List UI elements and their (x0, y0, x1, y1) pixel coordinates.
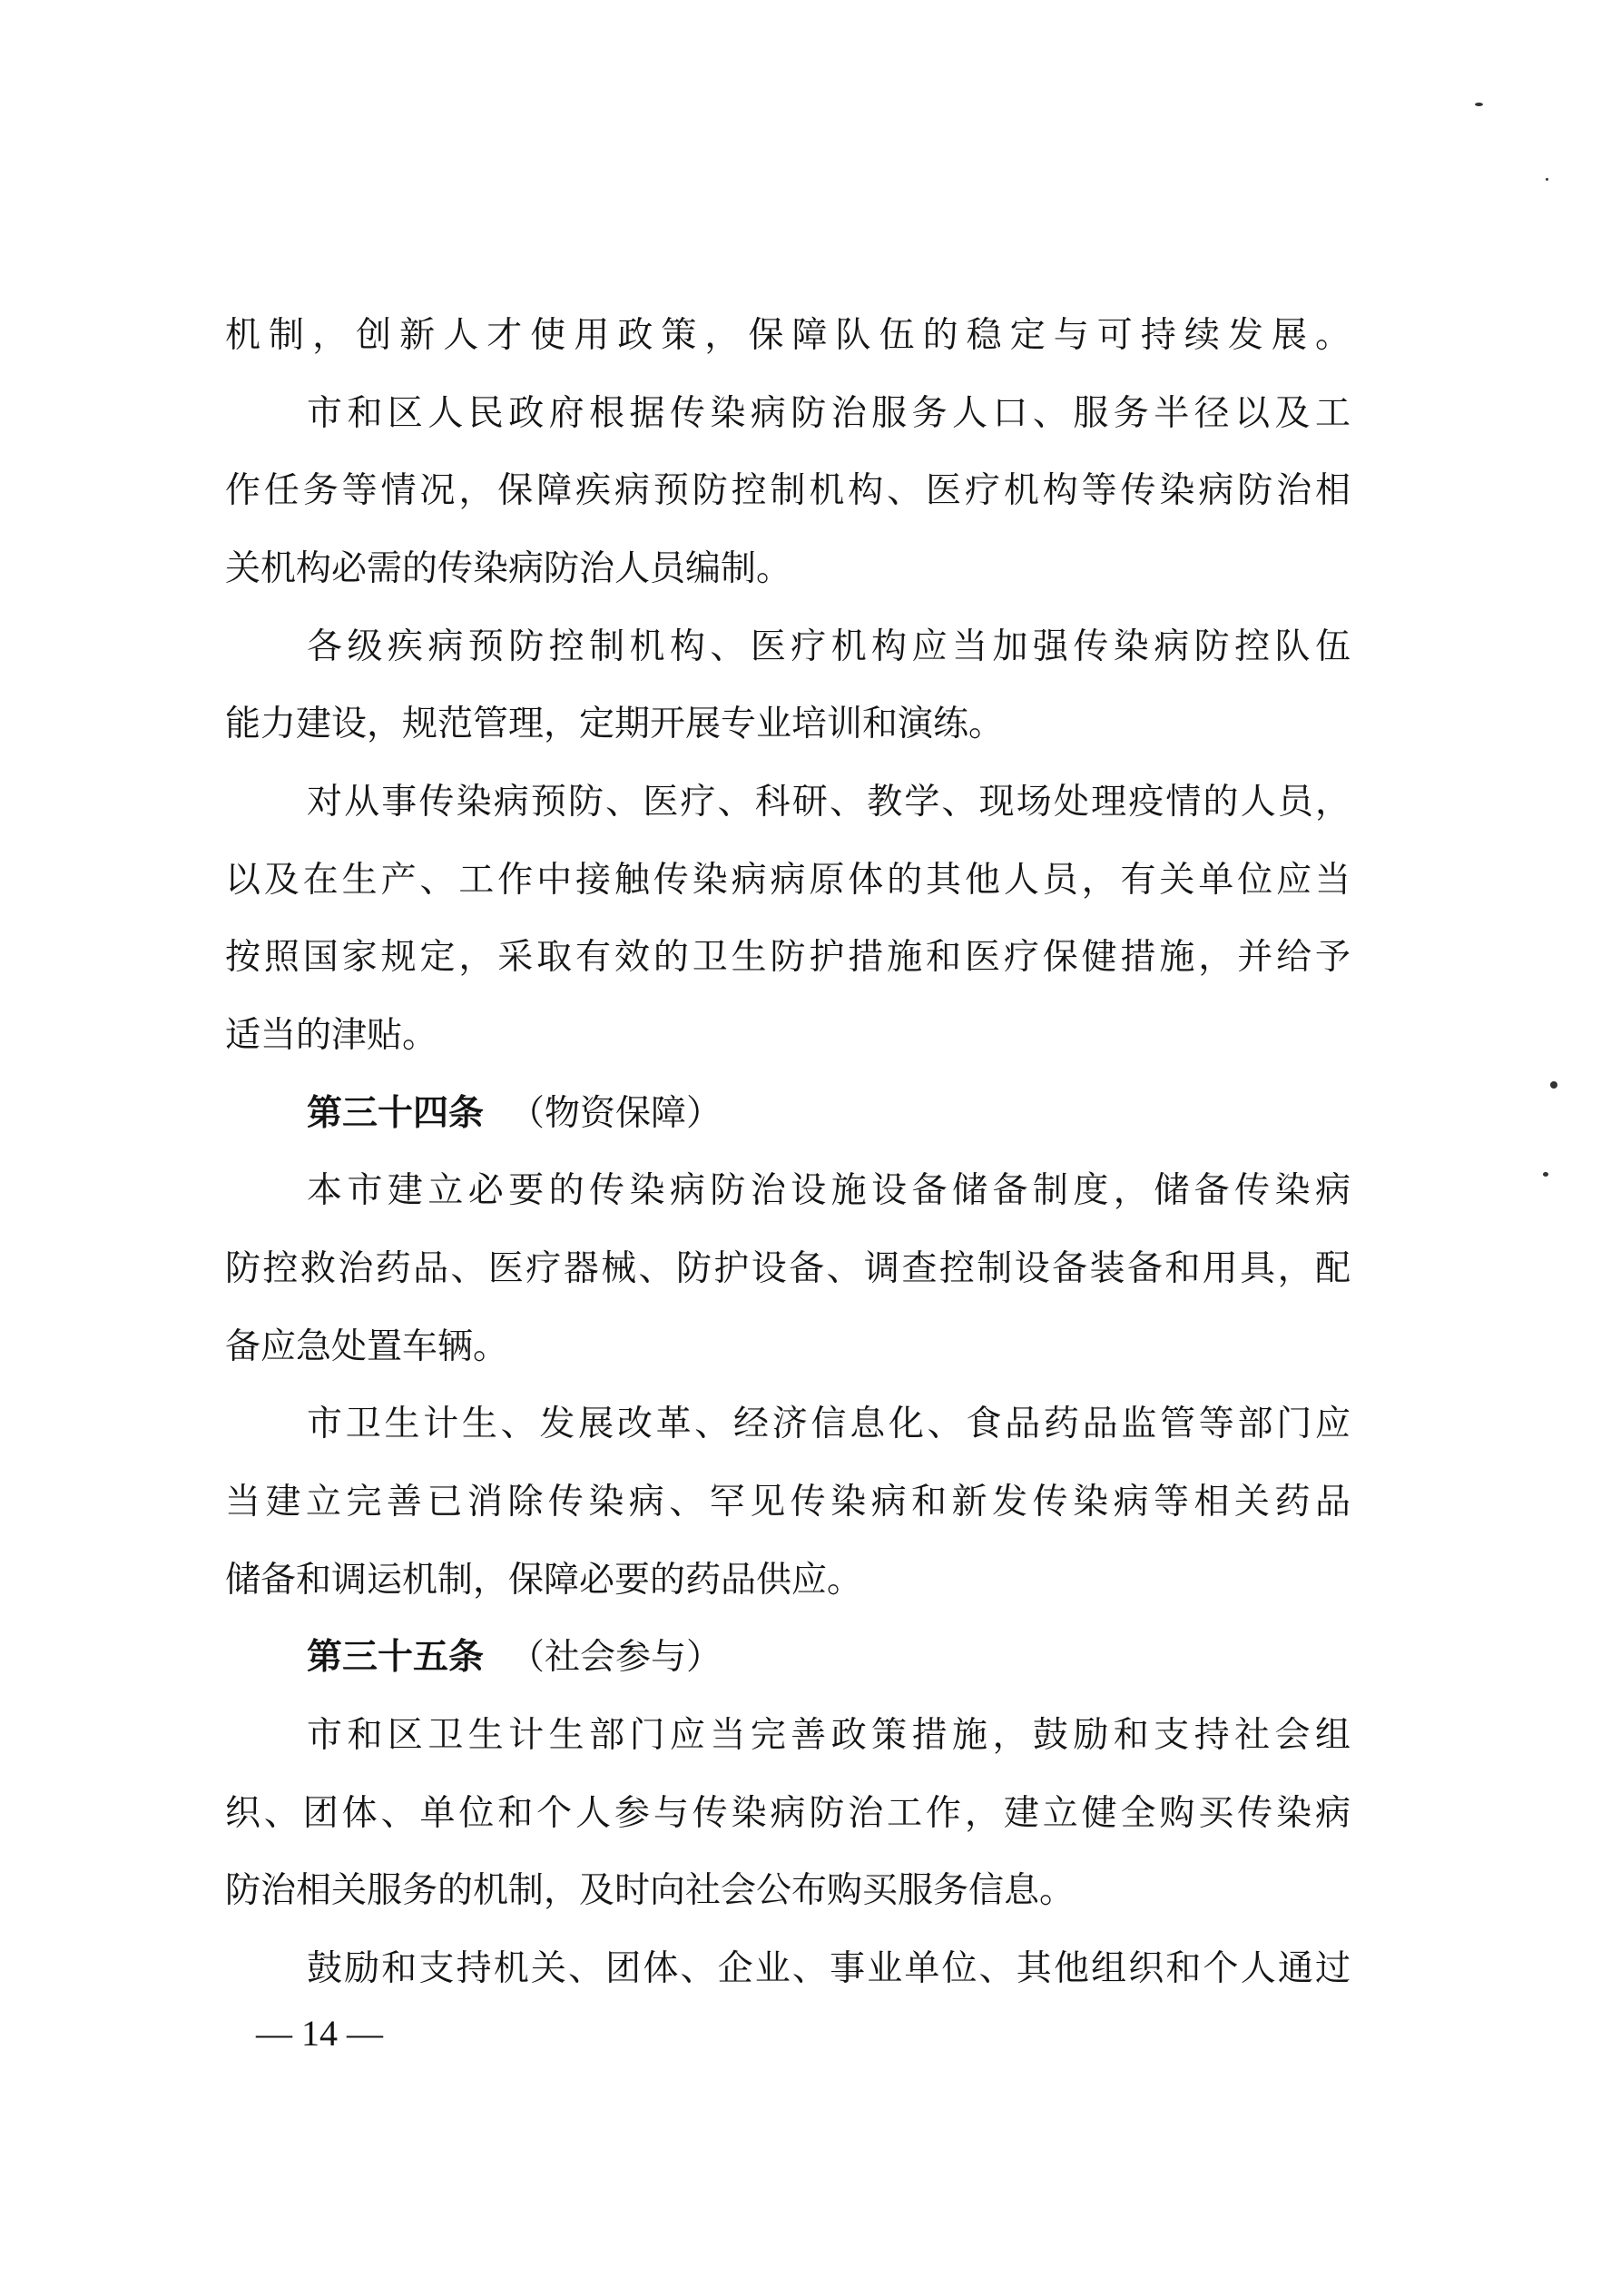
article-34-number: 第三十四条 (307, 1093, 485, 1134)
scan-speck (1550, 1081, 1557, 1089)
body-line-11: 本市建立必要的传染病防治设施设备储备制度，储备传染病 (307, 1170, 1351, 1211)
body-line-1: 机制，创新人才使用政策，保障队伍的稳定与可持续发展。 (225, 315, 1351, 356)
body-line-10: 适当的津贴。 (225, 1015, 438, 1056)
body-line-5: 各级疾病预防控制机构、医疗机构应当加强传染病防控队伍 (307, 626, 1351, 667)
page-number: — 14 — (256, 2013, 383, 2054)
body-line-6: 能力建设，规范管理，定期开展专业培训和演练。 (225, 704, 1005, 744)
body-line-16: 储备和调运机制，保障必要的药品供应。 (225, 1560, 863, 1601)
body-line-3: 作任务等情况，保障疾病预防控制机构、医疗机构等传染病防治相 (225, 470, 1351, 511)
body-line-8: 以及在生产、工作中接触传染病病原体的其他人员，有关单位应当 (225, 860, 1351, 901)
body-line-19: 防治相关服务的机制，及时向社会公布购买服务信息。 (225, 1870, 1076, 1911)
scan-speck (1475, 103, 1483, 106)
body-line-18: 织、团体、单位和个人参与传染病防治工作，建立健全购买传染病 (225, 1793, 1351, 1834)
body-line-17: 市和区卫生计生部门应当完善政策措施，鼓励和支持社会组 (307, 1715, 1351, 1756)
body-line-12: 防控救治药品、医疗器械、防护设备、调查控制设备装备和用具，配 (225, 1248, 1351, 1289)
scan-speck (1546, 178, 1548, 181)
article-35-heading (307, 1636, 722, 1680)
body-line-13: 备应急处置车辆。 (225, 1326, 509, 1367)
body-line-14: 市卫生计生、发展改革、经济信息化、食品药品监管等部门应 (307, 1404, 1351, 1444)
body-line-7: 对从事传染病预防、医疗、科研、教学、现场处理疫情的人员， (307, 782, 1351, 823)
scan-speck (1543, 1172, 1548, 1177)
body-line-4: 关机构必需的传染病防治人员编制。 (225, 548, 792, 589)
body-line-2: 市和区人民政府根据传染病防治服务人口、服务半径以及工 (307, 393, 1351, 434)
article-35-number: 第三十五条 (307, 1637, 485, 1678)
article-35-title: （社会参与） (509, 1637, 722, 1678)
body-line-9: 按照国家规定，采取有效的卫生防护措施和医疗保健措施，并给予 (225, 937, 1351, 978)
body-line-15: 当建立完善已消除传染病、罕见传染病和新发传染病等相关药品 (225, 1482, 1351, 1522)
body-line-20: 鼓励和支持机关、团体、企业、事业单位、其他组织和个人通过 (307, 1948, 1351, 1989)
article-34-heading (307, 1092, 722, 1136)
article-34-title: （物资保障） (509, 1093, 722, 1134)
